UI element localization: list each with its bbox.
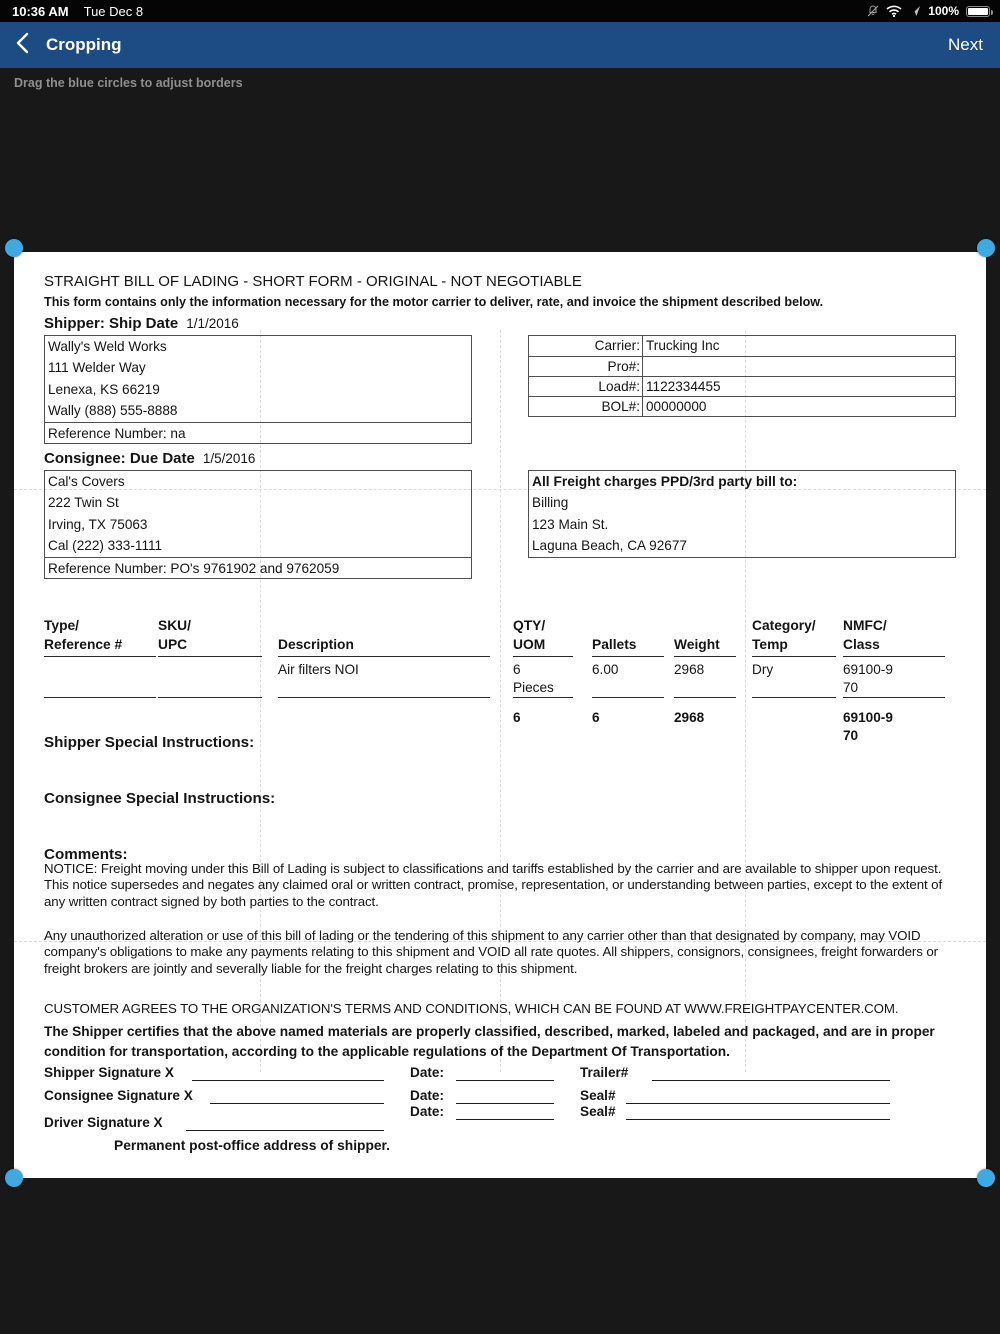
billing-name: Billing — [532, 495, 569, 511]
column-header: Temp — [752, 637, 788, 652]
shipper-phone: Wally (888) 555-8888 — [48, 403, 178, 419]
consignee-heading — [44, 450, 255, 467]
crop-handle-top-right[interactable] — [977, 239, 995, 257]
mute-icon — [867, 5, 879, 17]
location-icon — [909, 5, 921, 17]
status-date: Tue Dec 8 — [83, 3, 144, 19]
terms-line: CUSTOMER AGREES TO THE ORGANIZATION'S TERMS AND CONDITIONS, WHICH CAN BE FOUND AT WWW.FREIGHTPAYCENTER.COM. — [44, 1001, 899, 1016]
seal-line — [626, 1090, 890, 1104]
carrier-row — [529, 396, 955, 416]
consignee-name: Cal's Covers — [48, 474, 125, 489]
row-underline — [158, 697, 262, 698]
shipper-special-instructions-heading: Shipper Special Instructions: — [44, 734, 255, 751]
load-label: Load#: — [529, 377, 643, 396]
carrier-row — [529, 336, 955, 356]
crop-handle-bottom-left[interactable] — [5, 1169, 23, 1187]
consignee-box — [44, 470, 472, 579]
carrier-value: Trucking Inc — [646, 338, 720, 353]
next-button[interactable]: Next — [948, 35, 983, 54]
footer-note: Permanent post-office address of shipper. — [114, 1138, 390, 1153]
crop-hint: Drag the blue circles to adjust borders — [14, 76, 243, 90]
back-button[interactable] — [6, 22, 39, 68]
total-class: 70 — [843, 728, 859, 743]
trailer-line — [652, 1067, 890, 1081]
pro-value — [643, 357, 646, 376]
seal-label: Seal# — [580, 1088, 616, 1103]
date-label: Date: — [410, 1104, 444, 1119]
bol-subtitle: This form contains only the information necessary for the motor carrier to deliver, rate, and invoice the shipment described below. — [44, 295, 824, 309]
pro-label: Pro#: — [529, 357, 643, 376]
row-underline — [44, 697, 156, 698]
consignee-address: 222 Twin St — [48, 495, 119, 511]
status-time: 10:36 AM — [12, 3, 69, 19]
column-header: NMFC/ — [843, 618, 887, 633]
carrier-label: Carrier: — [529, 336, 643, 356]
bol-label: BOL#: — [529, 397, 643, 416]
driver-signature-label: Driver Signature X — [44, 1115, 163, 1130]
cell-description: Air filters NOI — [278, 662, 359, 677]
shipper-address: 111 Welder Way — [48, 360, 146, 376]
billing-box — [528, 470, 956, 558]
cell-pallets: 6.00 — [592, 662, 619, 677]
column-header: Reference # — [44, 637, 123, 652]
row-underline — [592, 697, 664, 698]
signature-line — [210, 1090, 384, 1104]
notice-paragraph: NOTICE: Freight moving under this Bill of Lading is subject to classifications and tariffs established by the carrier and are available to shipper upon request. This notice supersedes and negates any claimed oral or written contract, promise, representation, or understanding between parties, except to the extent of any written contract signed by both parties to the contract. — [44, 861, 943, 909]
shipper-heading — [44, 315, 239, 332]
row-underline — [278, 697, 490, 698]
consignee-reference: Reference Number: PO's 9761902 and 9762059 — [45, 557, 471, 578]
crop-handle-bottom-right[interactable] — [977, 1169, 995, 1187]
status-bar — [0, 0, 1000, 22]
row-underline — [674, 697, 736, 698]
column-header: Class — [843, 637, 880, 652]
consignee-phone: Cal (222) 333-1111 — [48, 538, 163, 554]
shipper-signature-row — [44, 1065, 952, 1087]
nav-bar — [0, 22, 1000, 68]
battery-icon — [966, 6, 990, 17]
document-preview — [14, 252, 986, 1178]
crop-handle-top-left[interactable] — [5, 239, 23, 257]
column-header: Description — [278, 637, 354, 652]
total-qty: 6 — [513, 710, 521, 725]
column-header: Pallets — [592, 637, 637, 652]
header-underline — [674, 656, 736, 657]
consignee-signature-label: Consignee Signature X — [44, 1088, 193, 1103]
shipper-box — [44, 335, 472, 444]
shipper-reference: Reference Number: na — [45, 422, 471, 443]
wifi-icon — [886, 5, 902, 17]
page-title: Cropping — [46, 35, 122, 54]
shipper-heading-label: Shipper: Ship Date — [44, 315, 179, 332]
column-header: QTY/ — [513, 618, 546, 633]
due-date-value: 1/5/2016 — [202, 451, 256, 466]
total-weight: 2968 — [674, 710, 705, 725]
shipper-signature-label: Shipper Signature X — [44, 1065, 174, 1080]
header-underline — [158, 656, 262, 657]
row-underline — [513, 697, 573, 698]
column-header: Weight — [674, 637, 720, 652]
cell-nmfc: 69100-9 — [843, 662, 893, 677]
carrier-row — [529, 356, 955, 376]
seal-line — [626, 1106, 890, 1120]
signature-line — [192, 1067, 384, 1081]
shipper-name: Wally's Weld Works — [48, 339, 167, 354]
column-header: Type/ — [44, 618, 80, 633]
cell-class: 70 — [843, 680, 859, 695]
total-pallets: 6 — [592, 710, 600, 725]
consignee-special-instructions-heading: Consignee Special Instructions: — [44, 790, 276, 807]
billing-heading: All Freight charges PPD/3rd party bill to: — [532, 474, 798, 489]
bol-value: 00000000 — [646, 399, 707, 414]
carrier-box — [528, 335, 956, 417]
alteration-paragraph: Any unauthorized alteration or use of this bill of lading or the tendering of this shipment to any carrier other than that designated by company, may VOID company's obligations to make any payments relating to this shipment and VOID all rate quotes. All shippers, consignors, consignees, freight forwarders or freight brokers are jointly and severally liable for the freight charges relating to this shipment. — [44, 928, 939, 976]
date-label: Date: — [410, 1065, 444, 1080]
certification-paragraph: The Shipper certifies that the above named materials are properly classified, described, marked, labeled and packaged, and are in proper condition for transportation, according to the applicable regulations of the Department Of Transportation. — [44, 1024, 935, 1059]
date-line — [456, 1090, 554, 1104]
date-label: Date: — [410, 1088, 444, 1103]
column-header: UOM — [513, 637, 546, 652]
column-header: UPC — [158, 637, 188, 652]
billing-address: 123 Main St. — [532, 516, 609, 532]
header-underline — [278, 656, 490, 657]
total-nmfc: 69100-9 — [843, 710, 893, 725]
row-underline — [752, 697, 836, 698]
header-underline — [44, 656, 156, 657]
header-underline — [592, 656, 664, 657]
load-value: 1122334455 — [646, 379, 721, 394]
cell-uom: Pieces — [513, 680, 554, 695]
trailer-label: Trailer# — [580, 1065, 629, 1080]
bol-title: STRAIGHT BILL OF LADING - SHORT FORM - ORIGINAL - NOT NEGOTIABLE — [44, 273, 582, 290]
row-underline — [843, 697, 945, 698]
ship-date-value: 1/1/2016 — [186, 316, 239, 331]
cell-weight: 2968 — [674, 662, 705, 677]
cell-qty: 6 — [513, 662, 521, 677]
date-line — [456, 1106, 554, 1120]
shipper-city: Lenexa, KS 66219 — [48, 381, 160, 397]
header-underline — [843, 656, 945, 657]
billing-city: Laguna Beach, CA 92677 — [532, 538, 687, 554]
cell-temp: Dry — [752, 662, 774, 677]
date-line — [456, 1067, 554, 1081]
chevron-left-icon — [16, 32, 29, 59]
header-underline — [752, 656, 836, 657]
comments-heading: Comments: — [44, 846, 128, 863]
battery-percent: 100% — [928, 4, 959, 18]
driver-signature-row — [44, 1104, 952, 1138]
carrier-row — [529, 376, 955, 396]
consignee-city: Irving, TX 75063 — [48, 516, 148, 532]
header-underline — [513, 656, 573, 657]
column-header: Category/ — [752, 618, 816, 633]
consignee-heading-label: Consignee: Due Date — [44, 450, 195, 467]
seal-label: Seal# — [580, 1104, 616, 1119]
column-header: SKU/ — [158, 618, 191, 633]
signature-line — [186, 1117, 384, 1131]
